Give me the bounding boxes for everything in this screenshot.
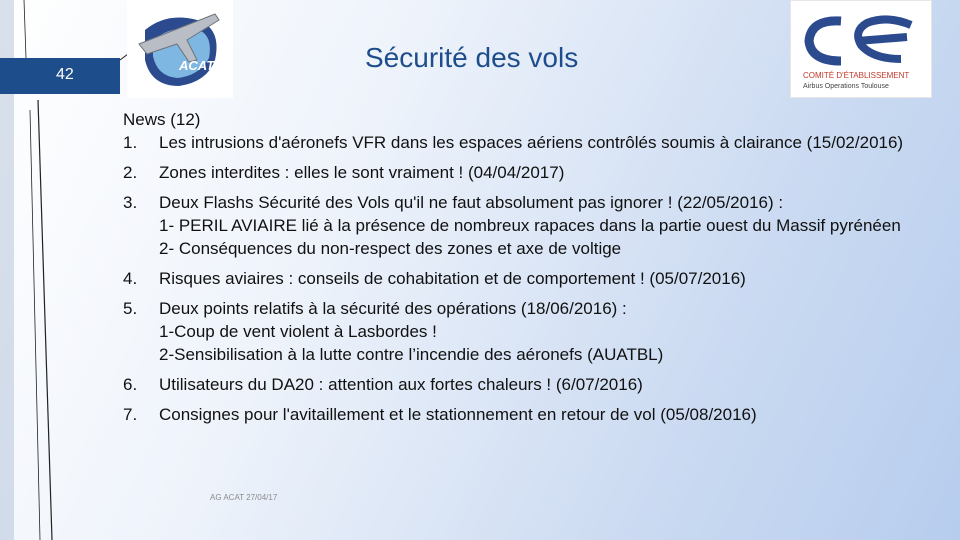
- list-item: [123, 191, 903, 260]
- acat-logo-icon: [127, 0, 233, 98]
- svg-text:ACAT: ACAT: [179, 58, 215, 73]
- list-item-number: 6.: [123, 375, 138, 394]
- list-item: [123, 373, 903, 396]
- list-item-subline: 2-Sensibilisation à la lutte contre l’incendie des aéronefs (AUATBL): [159, 345, 664, 364]
- svg-text:COMITÉ D'ÉTABLISSEMENT: COMITÉ D'ÉTABLISSEMENT: [803, 71, 910, 80]
- list-item-text: Zones interdites : elles le sont vraiment ! (04/04/2017): [159, 163, 565, 182]
- list-item-number: 5.: [123, 299, 138, 318]
- news-heading: News (12): [123, 110, 201, 129]
- acat-logo: [127, 0, 233, 98]
- list-item-subline: 2- Conséquences du non-respect des zones et axe de voltige: [159, 239, 622, 258]
- list-item-text: Consignes pour l'avitaillement et le stationnement en retour de vol (05/08/2016): [159, 405, 757, 424]
- list-item-number: 7.: [123, 405, 138, 424]
- list-item: [123, 131, 903, 154]
- svg-text:Airbus Operations Toulouse: Airbus Operations Toulouse: [803, 83, 889, 90]
- news-content: [123, 108, 903, 426]
- list-item-subline: 1- PERIL AVIAIRE lié à la présence de nombreux rapaces dans la partie ouest du Massif pyrénéen: [159, 216, 901, 235]
- list-item-number: 2.: [123, 163, 138, 182]
- list-item-text: Deux Flashs Sécurité des Vols qu'il ne faut absolument pas ignorer ! (22/05/2016) :: [159, 193, 784, 212]
- list-item: [123, 297, 903, 366]
- list-item-number: 4.: [123, 269, 138, 288]
- slide-title: Sécurité des vols: [365, 42, 579, 73]
- list-item-subline: 1-Coup de vent violent à Lasbordes !: [159, 322, 437, 341]
- list-item-number: 3.: [123, 193, 138, 212]
- list-item-text: Utilisateurs du DA20 : attention aux fortes chaleurs ! (6/07/2016): [159, 375, 643, 394]
- list-item-text: Risques aviaires : conseils de cohabitation et de comportement ! (05/07/2016): [159, 269, 746, 288]
- news-list: [123, 131, 903, 426]
- ce-logo-icon: [791, 1, 931, 97]
- list-item: [123, 267, 903, 290]
- footer-text: AG ACAT 27/04/17: [210, 493, 278, 502]
- list-item: [123, 403, 903, 426]
- list-item-number: 1.: [123, 133, 138, 152]
- list-item: [123, 161, 903, 184]
- ce-logo: [790, 0, 932, 98]
- page-number: 42: [56, 66, 74, 83]
- list-item-text: Les intrusions d'aéronefs VFR dans les espaces aériens contrôlés soumis à clairance (15/02/2016): [159, 133, 904, 152]
- list-item-text: Deux points relatifs à la sécurité des opérations (18/06/2016) :: [159, 299, 627, 318]
